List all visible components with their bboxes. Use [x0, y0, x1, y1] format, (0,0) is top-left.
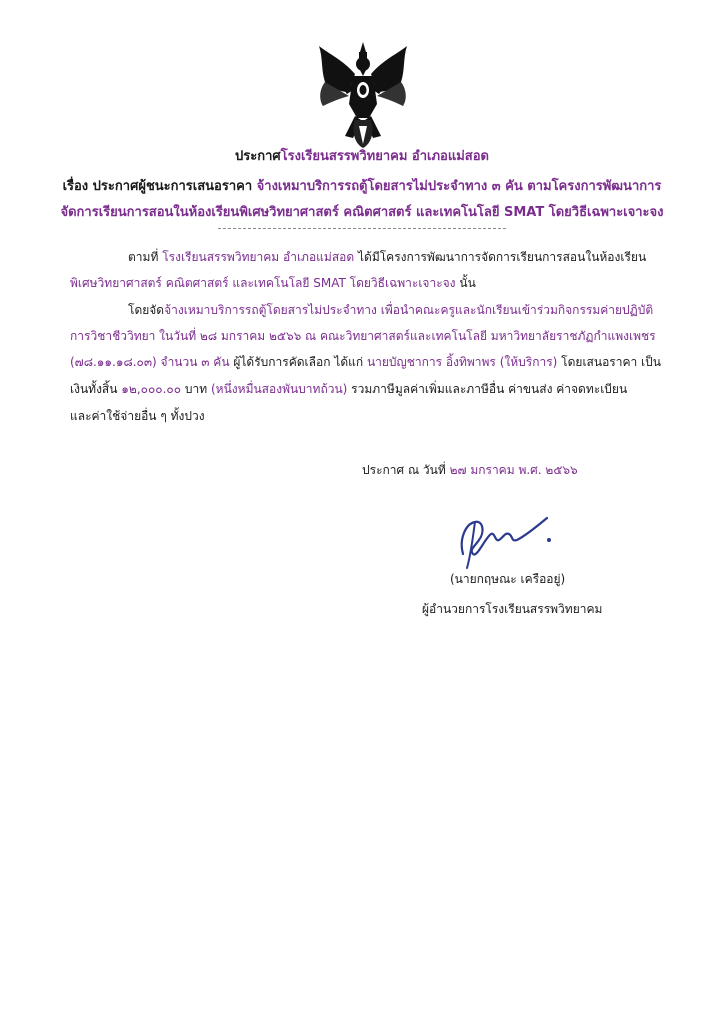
subject-prefix: เรื่อง ประกาศผู้ชนะการเสนอราคา [62, 179, 253, 194]
paragraph-2-line-3 [70, 354, 661, 370]
signature [455, 510, 555, 570]
price-amount: ๑๒,๐๐๐.๐๐ [121, 382, 182, 396]
subject-text: จ้างเหมาบริการรถตู้โดยสารไม่ประจำทาง ๓ คัน ตามโครงการพัฒนาการ [256, 179, 662, 194]
paragraph-1-line-2 [70, 275, 476, 291]
text: ได้มีโครงการพัฒนาการจัดการเรียนการสอนในห้องเรียน [357, 250, 647, 264]
signatory-name: (นายกฤษณะ เครืออยู่) [450, 572, 566, 586]
text: โดยเสนอราคา เป็น [561, 355, 661, 369]
announcement-title [0, 145, 724, 166]
school-name: โรงเรียนสรรพวิทยาคม อำเภอแม่สอด [280, 149, 489, 164]
divider [218, 228, 506, 229]
service-description: จ้างเหมาบริการรถตู้โดยสารไม่ประจำทาง เพื่อนำคณะครูและนักเรียนเข้าร่วมกิจกรรมค่ายปฏิบัติ [164, 303, 654, 317]
announce-date-line [362, 462, 578, 478]
paragraph-2-line-1 [128, 302, 653, 318]
school-name-ref: โรงเรียนสรรพวิทยาคม อำเภอแม่สอด [162, 250, 355, 264]
winner-name: นายบัญชาการ อิ้งทิพาพร (ให้บริการ) [366, 355, 558, 369]
project-name: พิเศษวิทยาศาสตร์ คณิตศาสตร์ และเทคโนโลยี SMAT โดยวิธีเฉพาะเจาะจง [70, 276, 456, 290]
text: เงินทั้งสิ้น [70, 382, 118, 396]
announce-date: ๒๗ มกราคม พ.ศ. ๒๕๖๖ [449, 463, 578, 477]
subject-line [0, 175, 724, 196]
text: ผู้ได้รับการคัดเลือก ได้แก่ [233, 355, 364, 369]
subject-line-2: จัดการเรียนการสอนในห้องเรียนพิเศษวิทยาศาสตร์ คณิตศาสตร์ และเทคโนโลยี SMAT โดยวิธีเฉพาะเจาะจง [60, 205, 664, 220]
text: ตามที่ [128, 250, 159, 264]
garuda-emblem [315, 40, 411, 150]
text: โดยจัด [128, 303, 165, 317]
paragraph-2-line-2: การวิชาชีววิทยา ในวันที่ ๒๘ มกราคม ๒๕๖๖ ณ คณะวิทยาศาสตร์และเทคโนโลยี มหาวิทยาลัยราชภัฏกำแพงเพชร [70, 329, 656, 343]
text: รวมภาษีมูลค่าเพิ่มและภาษีอื่น ค่าขนส่ง ค่าจดทะเบียน [351, 382, 628, 396]
paragraph-2-line-4 [70, 381, 627, 397]
text: นั้น [459, 276, 476, 290]
paragraph-1-line-1 [128, 249, 646, 265]
price-in-words: (หนึ่งหมื่นสองพันบาทถ้วน) [211, 382, 348, 396]
signatory-position: ผู้อำนวยการโรงเรียนสรรพวิทยาคม [422, 602, 603, 616]
text: ประกาศ ณ วันที่ [362, 463, 446, 477]
text: บาท [184, 382, 208, 396]
budget-code: (๗๘.๑๑.๑๘.๐๓) จำนวน ๓ คัน [70, 355, 230, 369]
paragraph-2-line-5: และค่าใช้จ่ายอื่น ๆ ทั้งปวง [70, 409, 205, 423]
title-prefix: ประกาศ [235, 149, 281, 164]
